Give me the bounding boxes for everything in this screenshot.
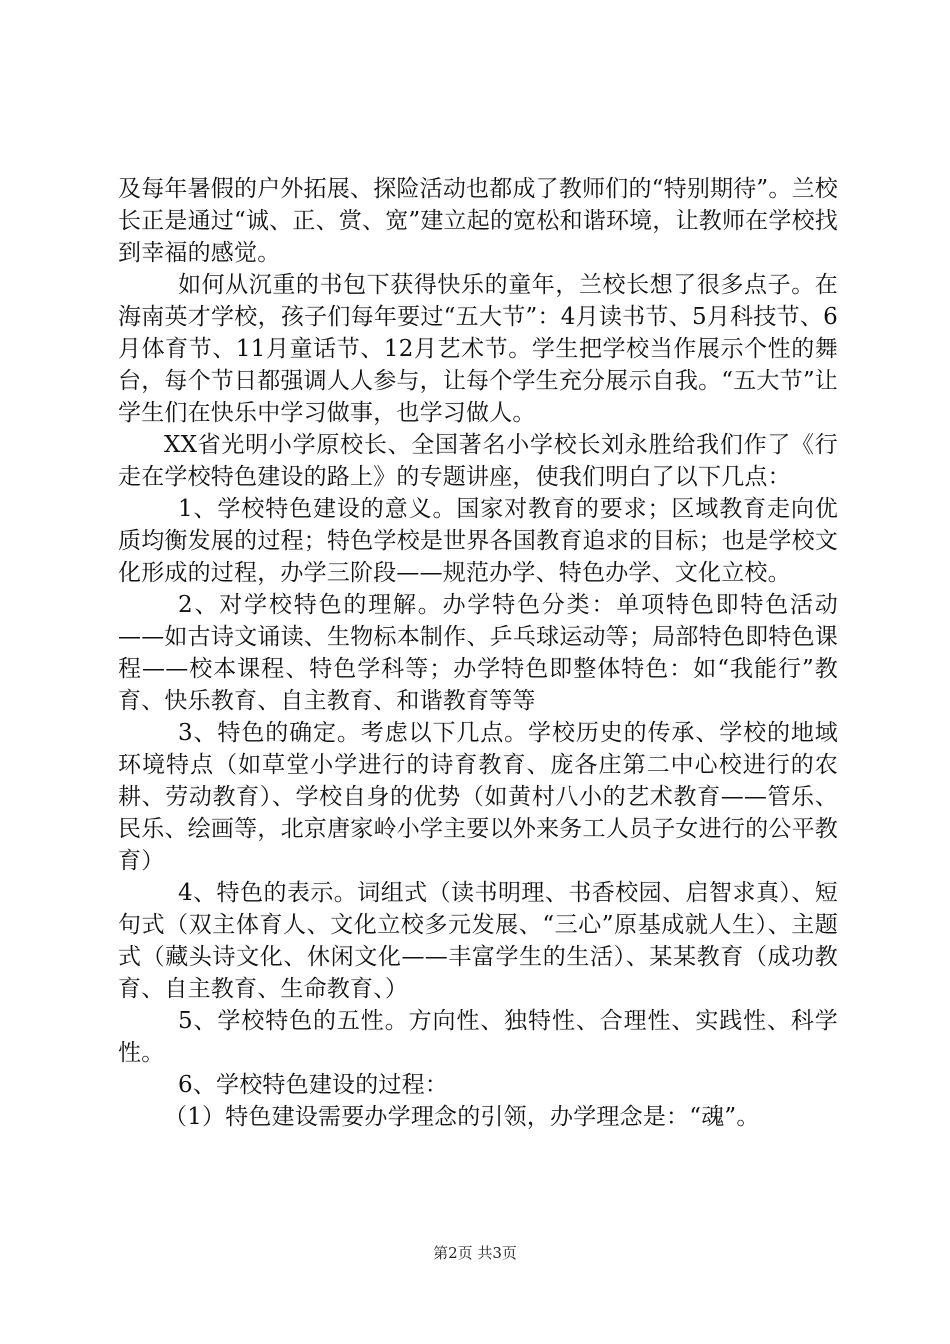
- paragraph-point-6: 6、学校特色建设的过程：: [178, 1072, 449, 1098]
- paragraph-point-2: 2、对学校特色的理解。办学特色分类：单项特色即特色活动——如古诗文诵读、生物标本制作、乒乓球运动等；局部特色即特色课程——校本课程、特色学科等；办学特色即整体特色：如“我能行”教育、快乐教育、自主教育、和谐教育等等: [118, 592, 838, 714]
- paragraph-subpoint-1: （1）特色建设需要办学理念的引领，办学理念是：“魂”。: [164, 1104, 760, 1130]
- paragraph-point-5: 5、学校特色的五性。方向性、独特性、合理性、实践性、科学性。: [118, 1008, 838, 1066]
- page-number-footer: 第2页 共3页: [433, 1244, 517, 1262]
- paragraph-point-1: 1、学校特色建设的意义。国家对教育的要求；区域教育走向优质均衡发展的过程；特色学校是世界各国教育追求的目标；也是学校文化形成的过程，办学三阶段——规范办学、特色办学、文化立校。: [118, 496, 838, 586]
- paragraph-continuation: 及每年暑假的户外拓展、探险活动也都成了教师们的“特别期待”。兰校长正是通过“诚、正、赏、宽”建立起的宽松和谐环境，让教师在学校找到幸福的感觉。: [118, 176, 838, 266]
- paragraph-festivals: 如何从沉重的书包下获得快乐的童年，兰校长想了很多点子。在海南英才学校，孩子们每年要过“五大节”：4月读书节、5月科技节、6月体育节、11月童话节、12月艺术节。学生把学校当作展示个性的舞台，每个节日都强调人人参与，让每个学生充分展示自我。“五大节”让学生们在快乐中学习做事，也学习做人。: [118, 272, 838, 426]
- paragraph-point-3: 3、特色的确定。考虑以下几点。学校历史的传承、学校的地域环境特点（如草堂小学进行的诗育教育、庞各庄第二中心校进行的农耕、劳动教育）、学校自身的优势（如黄村八小的艺术教育——管乐、民乐、绘画等，北京唐家岭小学主要以外来务工人员子女进行的公平教育）: [118, 720, 838, 874]
- paragraph-point-4: 4、特色的表示。词组式（读书明理、书香校园、启智求真）、短句式（双主体育人、文化立校多元发展、“三心”原基成就人生）、主题式（藏头诗文化、休闲文化——丰富学生的生活）、某某教育（成功教育、自主教育、生命教育、）: [118, 880, 838, 1002]
- document-body: [118, 173, 838, 1133]
- paragraph-lecture-intro: XX省光明小学原校长、全国著名小学校长刘永胜给我们作了《行走在学校特色建设的路上》的专题讲座，使我们明白了以下几点：: [118, 432, 838, 490]
